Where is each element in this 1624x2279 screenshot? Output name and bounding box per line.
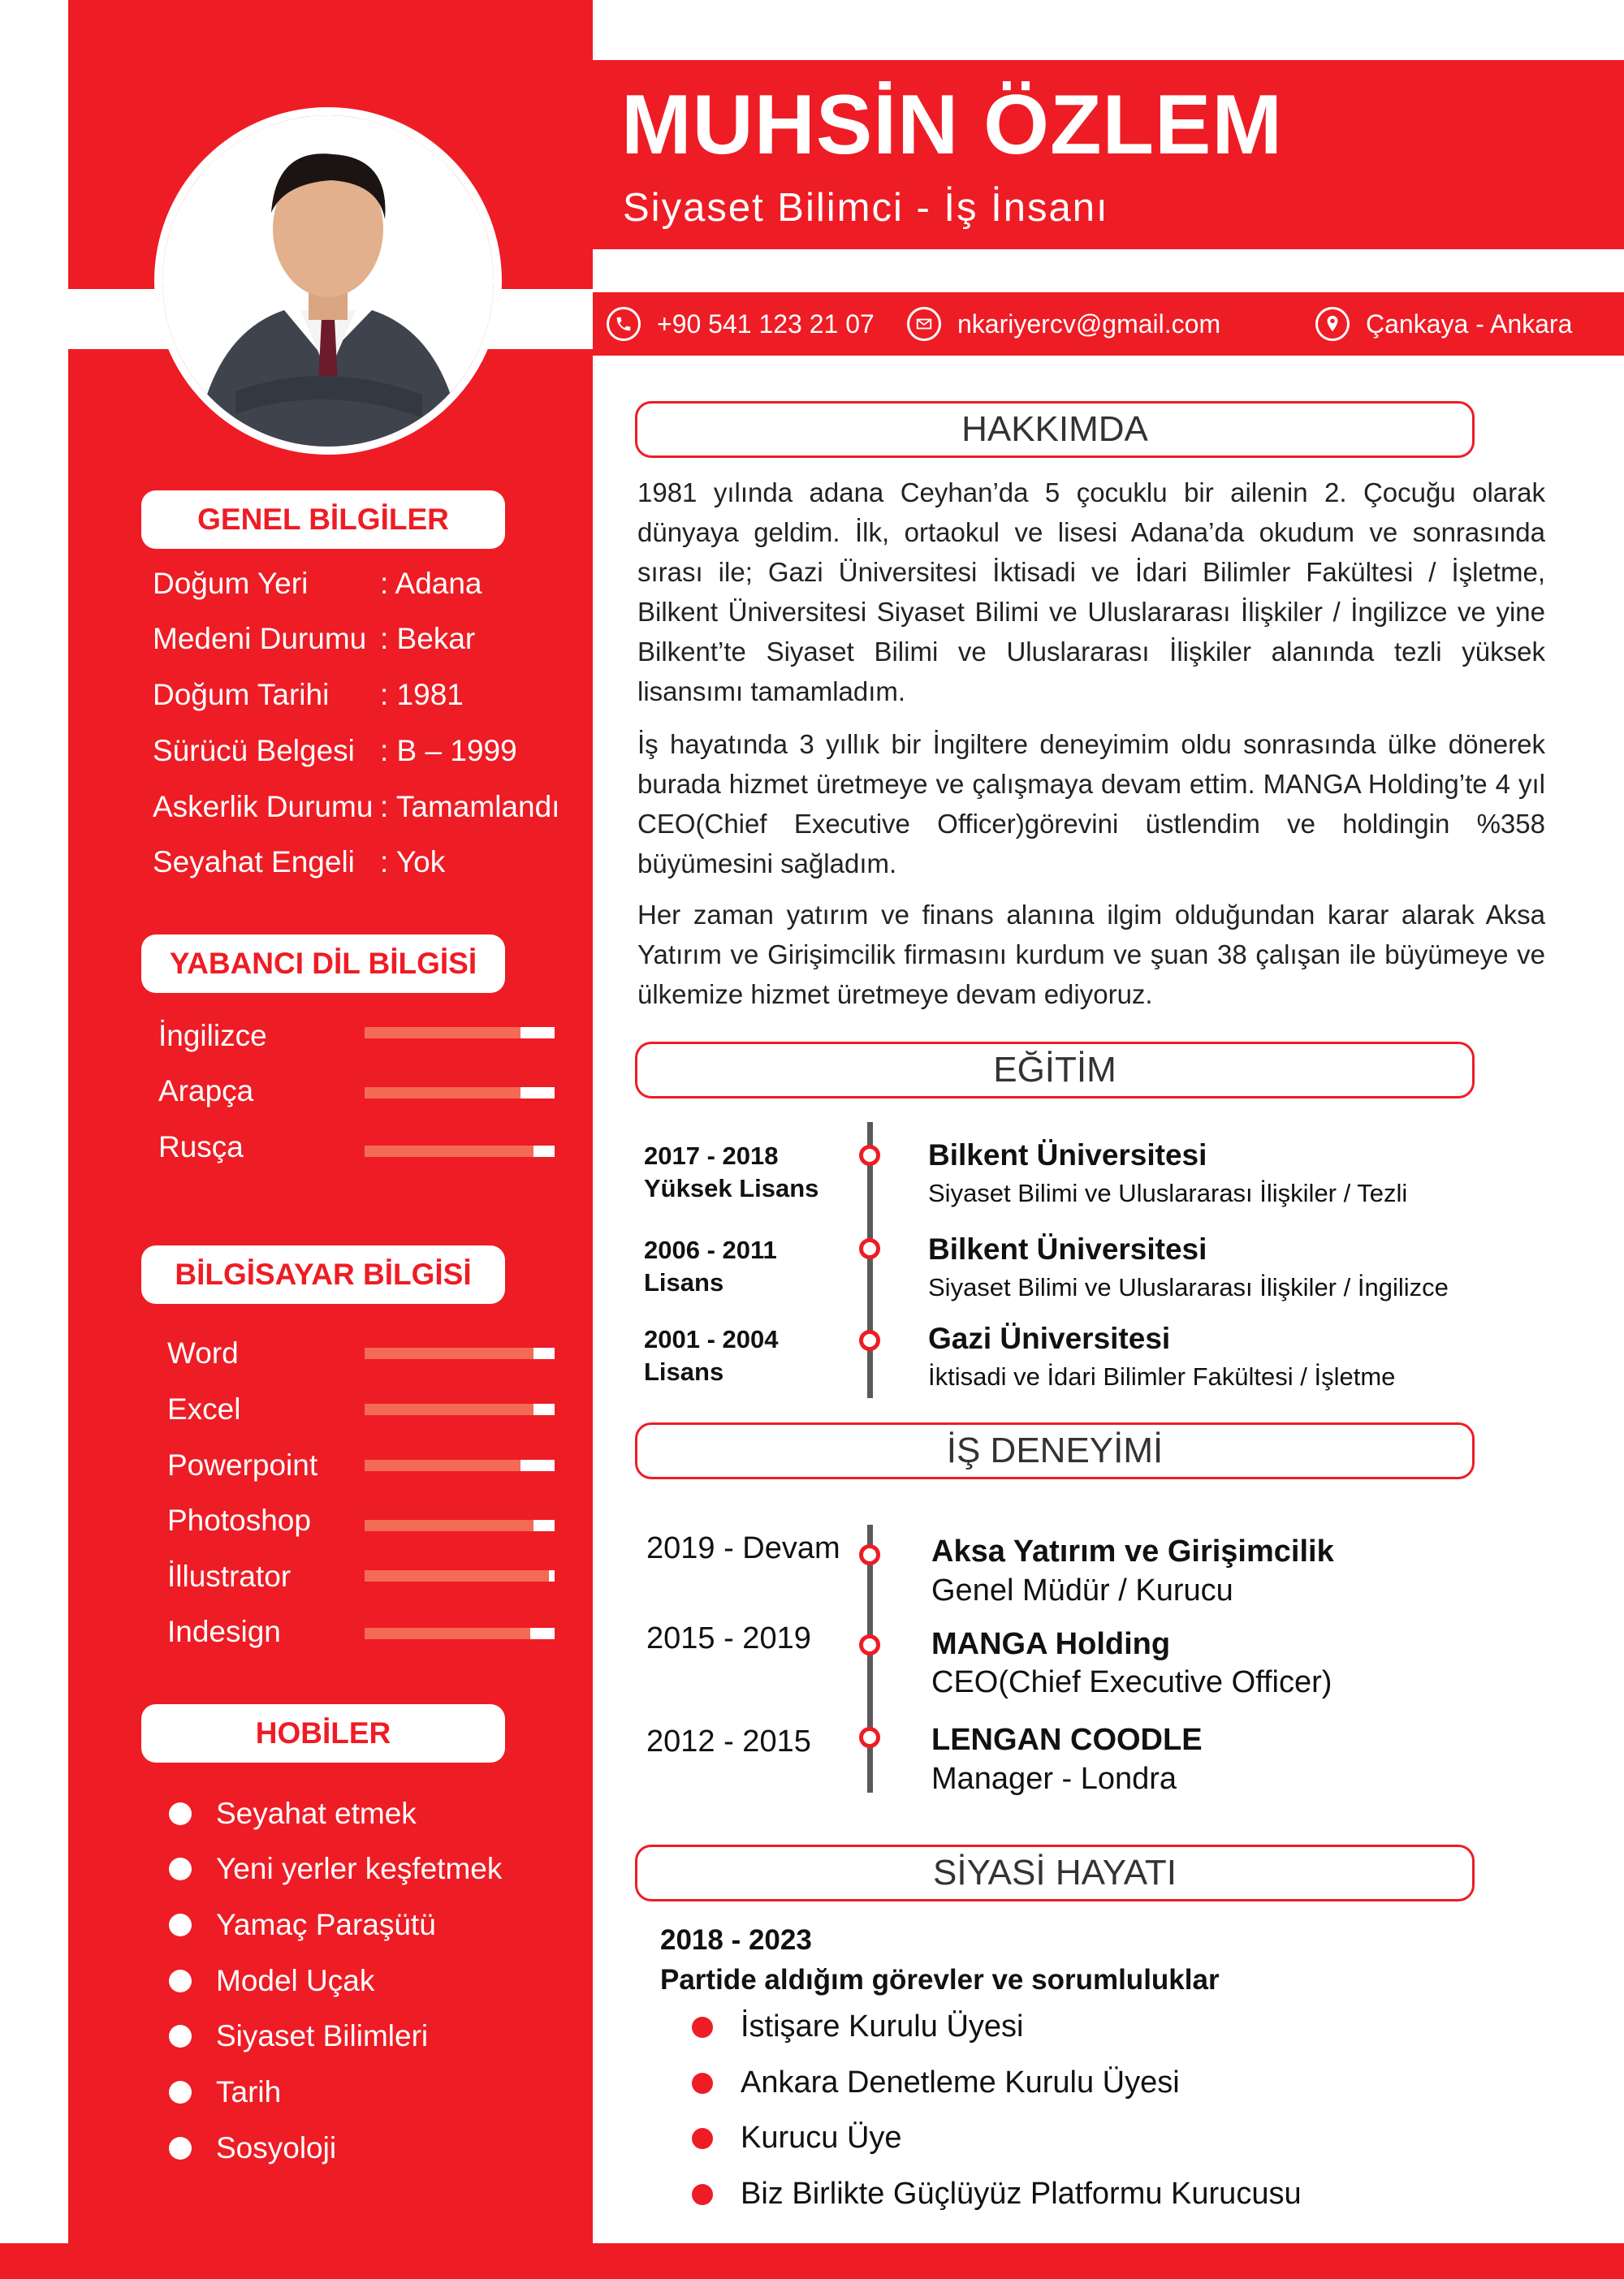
hobby-text: Siyaset Bilimleri [216,2019,429,2052]
language-label: Arapça [158,1074,254,1107]
timeline-dot [859,1238,880,1259]
info-value: : Tamamlandı [380,790,560,823]
info-value: : Bekar [380,622,476,655]
timeline-dot [859,1145,880,1166]
education-degree: Yüksek Lisans [644,1174,819,1202]
software-level-bar [365,1628,555,1639]
email-icon [907,307,941,341]
software-level-bar [365,1570,555,1582]
job-company: MANGA Holding [931,1627,1171,1661]
education-dept: İktisadi ve İdari Bilimler Fakültesi / İşletme [928,1362,1396,1391]
language-level-bar [365,1087,555,1098]
software-level-bar [365,1404,555,1415]
politics-item [692,2177,1302,2212]
language-label: İngilizce [158,1019,267,1052]
timeline-dot [859,1330,880,1351]
politics-heading: SİYASİ HAYATI [635,1845,1475,1901]
software-level-bar [365,1460,555,1471]
level-fill [365,1460,520,1471]
language-level-bar [365,1146,555,1157]
software-label: Powerpoint [167,1448,318,1482]
language-label: Rusça [158,1130,244,1163]
bullet-dot-icon [692,2128,713,2149]
hobby-text: Seyahat etmek [216,1797,417,1830]
politics-item [692,2121,902,2156]
hobby-text: Sosyoloji [216,2131,337,2165]
education-degree: Lisans [644,1357,724,1386]
job-company: Aksa Yatırım ve Girişimcilik [931,1534,1334,1569]
hobby-text: Yamaç Paraşütü [216,1908,436,1941]
politics-text: İstişare Kurulu Üyesi [741,2009,1024,2044]
bullet-dot-icon [692,2184,713,2205]
bullet-dot-icon [169,2081,192,2104]
politics-item [692,2009,1023,2044]
contact-location [1315,303,1572,345]
education-heading: EĞİTİM [635,1042,1475,1098]
bullet-dot-icon [692,2073,713,2094]
education-years: 2017 - 2018 [644,1142,779,1170]
hobby-item [169,1797,417,1831]
phone-text: +90 541 123 21 07 [657,309,875,339]
about-paragraph: 1981 yılında adana Ceyhan’da 5 çocuklu bir ailenin 2. Çocuğu olarak dünyaya geldim. İlk, ortaokul ve lisesi Adana’da okudum ve sonrasında sırası ile; Gazi Üniversitesi İktisadi ve İdari Bilimler Fakültesi / İşletme, Bilkent Üniversitesi Siyaset Bilimi ve Uluslararası İlişkiler / İngilizce ve yine Bilkent’te Siyaset Bilimi ve Uluslararası İlişkiler alanında tezli yüksek lisansımı tamamladım. [637,477,1545,706]
level-fill [365,1570,549,1582]
about-paragraph: Her zaman yatırım ve finans alanına ilgim olduğundan karar alarak Aksa Yatırım ve Girişimcilik firmasını kurdum ve şuan 38 çalışan ile büyümeye ve ülkemize hizmet üretmeye devam ediyoruz. [637,900,1545,1009]
software-level-bar [365,1520,555,1531]
politics-text: Kurucu Üye [741,2121,902,2155]
education-degree: Lisans [644,1268,724,1297]
bullet-dot-icon [169,1914,192,1936]
timeline-dot [859,1727,880,1748]
level-fill [365,1520,533,1531]
location-text: Çankaya - Ankara [1366,309,1573,339]
info-label: Askerlik Durumu [153,790,374,823]
hobby-text: Tarih [216,2075,282,2109]
politics-text: Ankara Denetleme Kurulu Üyesi [741,2065,1180,2100]
hobby-item [169,1852,502,1886]
software-label: Indesign [167,1615,281,1648]
info-value: : Yok [380,845,446,878]
bullet-dot-icon [692,2017,713,2038]
politics-text: Biz Birlikte Güçlüyüz Platformu Kurucusu [741,2177,1302,2211]
phone-icon [607,307,641,341]
person-illustration [162,115,494,447]
general-info-heading: GENEL BİLGİLER [141,490,505,549]
job-role: Genel Müdür / Kurucu [931,1573,1233,1608]
about-paragraph: İş hayatında 3 yıllık bir İngiltere deneyimim oldu sonrasında ülke dönerek burada hizmet üretmeye ve çalışmaya devam ettim. MANGA Holding’te 4 yıl CEO(Chief Executive Officer)görevini üstlendim ve holdingin %358 büyümesini sağladım. [637,729,1545,878]
email-text: nkariyercv@gmail.com [957,309,1221,339]
info-value: : 1981 [380,678,464,711]
contact-email[interactable] [907,303,1220,345]
hobbies-heading: HOBİLER [141,1704,505,1763]
education-dept: Siyaset Bilimi ve Uluslararası İlişkiler / Tezli [928,1179,1408,1207]
experience-heading: İŞ DENEYİMİ [635,1422,1475,1479]
bullet-dot-icon [169,2025,192,2048]
bullet-dot-icon [169,2137,192,2160]
info-value: : B – 1999 [380,734,517,767]
politics-item [692,2065,1180,2100]
info-label: Sürücü Belgesi [153,734,355,767]
level-fill [365,1404,533,1415]
person-title: Siyaset Bilimci - İş İnsanı [623,186,1109,230]
info-label: Doğum Tarihi [153,678,330,711]
job-role: Manager - Londra [931,1762,1177,1796]
header-top-strip [593,0,1624,60]
politics-subtitle: Partide aldığım görevler ve sorumluluklar [660,1964,1220,1996]
languages-heading: YABANCI DİL BİLGİSİ [141,934,505,993]
hobby-item [169,2131,336,2165]
hobby-text: Yeni yerler keşfetmek [216,1852,503,1885]
software-label: İllustrator [167,1560,292,1593]
bullet-dot-icon [169,1858,192,1880]
hobby-item [169,2019,428,2053]
level-fill [365,1146,533,1157]
person-name: MUHSİN ÖZLEM [621,78,1284,172]
profile-photo [154,107,502,455]
education-school: Gazi Üniversitesi [928,1322,1171,1355]
hobby-item [169,1908,436,1942]
software-label: Excel [167,1392,241,1426]
info-label: Seyahat Engeli [153,845,355,878]
software-label: Word [167,1336,239,1370]
info-value: : Adana [380,567,482,600]
software-level-bar [365,1348,555,1359]
education-years: 2006 - 2011 [644,1236,777,1264]
level-fill [365,1027,520,1038]
bullet-dot-icon [169,1970,192,1992]
education-years: 2001 - 2004 [644,1325,779,1353]
job-years: 2012 - 2015 [646,1724,811,1759]
level-fill [365,1087,520,1098]
software-label: Photoshop [167,1504,311,1537]
level-fill [365,1628,530,1639]
job-years: 2015 - 2019 [646,1621,811,1655]
about-heading: HAKKIMDA [635,401,1475,458]
bullet-dot-icon [169,1802,192,1825]
info-label: Doğum Yeri [153,567,309,600]
job-role: CEO(Chief Executive Officer) [931,1665,1332,1699]
job-company: LENGAN COODLE [931,1723,1203,1757]
politics-years: 2018 - 2023 [660,1924,812,1956]
hobby-item [169,2075,281,2109]
education-school: Bilkent Üniversitesi [928,1232,1207,1266]
location-pin-icon [1315,307,1350,341]
contact-phone[interactable] [607,303,875,345]
info-label: Medeni Durumu [153,622,367,655]
level-fill [365,1348,533,1359]
hobby-item [169,1964,374,1998]
footer-bar [0,2243,1624,2279]
language-level-bar [365,1027,555,1038]
timeline-dot [859,1544,880,1565]
job-years: 2019 - Devam [646,1531,840,1565]
education-school: Bilkent Üniversitesi [928,1138,1207,1172]
hobby-text: Model Uçak [216,1964,375,1997]
computer-heading: BİLGİSAYAR BİLGİSİ [141,1245,505,1304]
education-dept: Siyaset Bilimi ve Uluslararası İlişkiler / İngilizce [928,1273,1449,1301]
timeline-dot [859,1634,880,1655]
